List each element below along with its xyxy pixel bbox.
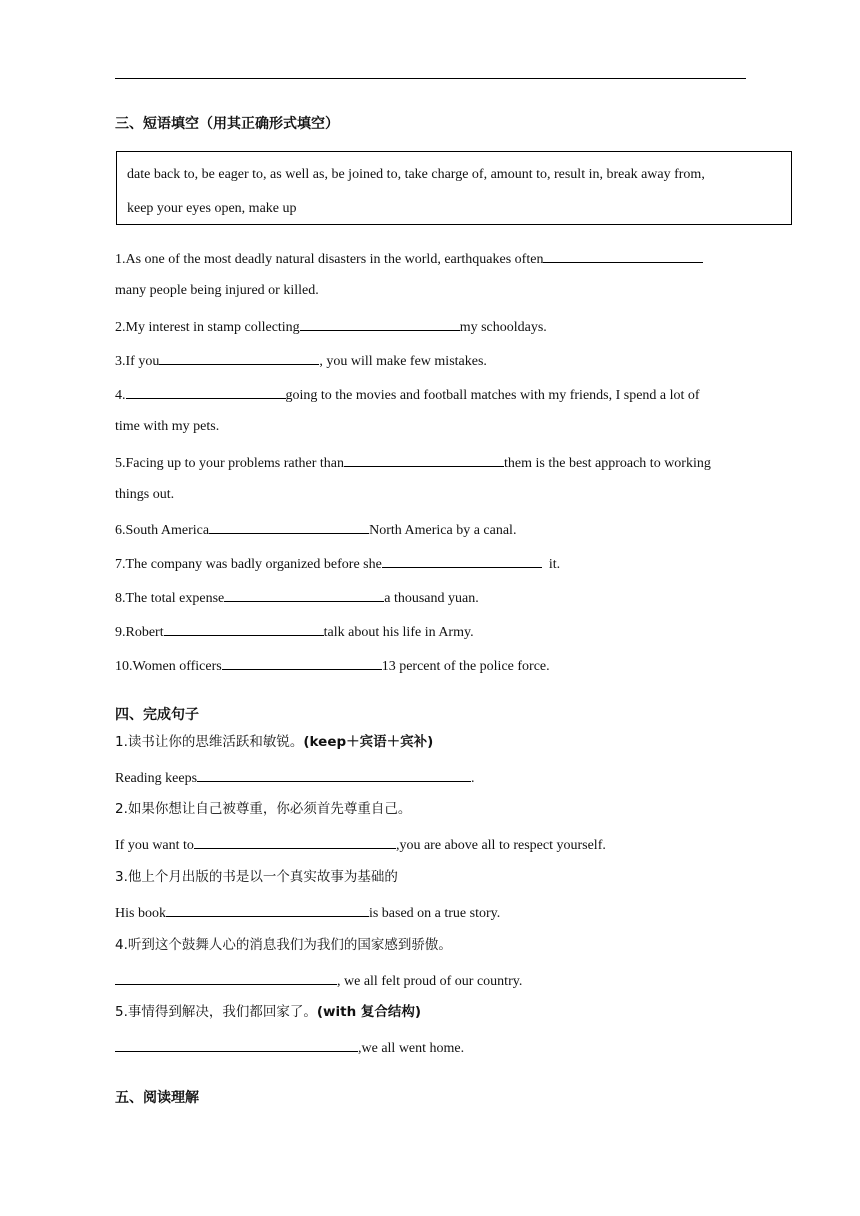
sentence-blank-3[interactable] [166, 902, 369, 917]
word-bank-line2: keep your eyes open, make up [127, 201, 297, 216]
word-bank-line1: date back to, be eager to, as well as, be joined to, take charge of, amount to, result in, break away from, [127, 167, 705, 182]
answer-blank-2[interactable] [300, 316, 460, 331]
section3-title: 三、短语填空（用其正确形式填空） [115, 116, 339, 132]
s4-item-3-en: His book is based on a true story. [115, 902, 500, 923]
answer-blank-7[interactable] [382, 553, 542, 568]
s4-item-2-cn: 2.如果你想让自己被尊重，你必须首先尊重自己。 [115, 801, 412, 817]
section4-title: 四、完成句子 [115, 707, 199, 723]
answer-blank-9[interactable] [164, 621, 324, 636]
answer-blank-6[interactable] [209, 519, 369, 534]
s3-item-3: 3.If you , you will make few mistakes. [115, 350, 487, 371]
s4-item-1-cn: 1.读书让你的思维活跃和敏锐。(keep＋宾语＋宾补) [115, 734, 434, 750]
sentence-blank-2[interactable] [194, 834, 396, 849]
sentence-blank-5[interactable] [115, 1037, 358, 1052]
s3-item-5: 5.Facing up to your problems rather than them is the best approach to working [115, 452, 711, 473]
answer-blank-4[interactable] [126, 384, 286, 399]
s3-item-4: 4. going to the movies and football matches with my friends, I spend a lot of [115, 384, 700, 405]
s4-item-4-cn: 4.听到这个鼓舞人心的消息我们为我们的国家感到骄傲。 [115, 937, 452, 953]
section5-title: 五、阅读理解 [115, 1090, 199, 1106]
s3-item-8: 8.The total expense a thousand yuan. [115, 587, 479, 608]
s4-item-5-cn: 5.事情得到解决，我们都回家了。(with 复合结构) [115, 1004, 422, 1020]
sentence-blank-1[interactable] [197, 767, 471, 782]
answer-blank-3[interactable] [159, 350, 319, 365]
sentence-blank-4[interactable] [115, 970, 337, 985]
answer-blank-10[interactable] [222, 655, 382, 670]
s4-item-5-en: ,we all went home. [115, 1037, 464, 1058]
s4-item-3-cn: 3.他上个月出版的书是以一个真实故事为基础的 [115, 869, 398, 885]
s3-item-6: 6.South America North America by a canal. [115, 519, 516, 540]
s3-item-5-cont: things out. [115, 487, 175, 502]
s3-item-1-cont: many people being injured or killed. [115, 283, 319, 298]
top-rule [115, 78, 746, 79]
s3-item-4-cont: time with my pets. [115, 419, 220, 434]
answer-blank-1[interactable] [543, 248, 703, 263]
s3-item-2: 2.My interest in stamp collecting my schooldays. [115, 316, 547, 337]
s3-item-9: 9.Robert talk about his life in Army. [115, 621, 474, 642]
s3-item-1: 1.As one of the most deadly natural disasters in the world, earthquakes often [115, 248, 703, 269]
s4-item-4-en: , we all felt proud of our country. [115, 970, 522, 991]
s4-item-1-en: Reading keeps . [115, 767, 475, 788]
answer-blank-8[interactable] [224, 587, 384, 602]
s3-item-7: 7.The company was badly organized before she it. [115, 553, 560, 574]
answer-blank-5[interactable] [344, 452, 504, 467]
s4-item-2-en: If you want to ,you are above all to respect yourself. [115, 834, 606, 855]
s3-item-10: 10.Women officers 13 percent of the police force. [115, 655, 550, 676]
word-bank-box [116, 151, 792, 225]
